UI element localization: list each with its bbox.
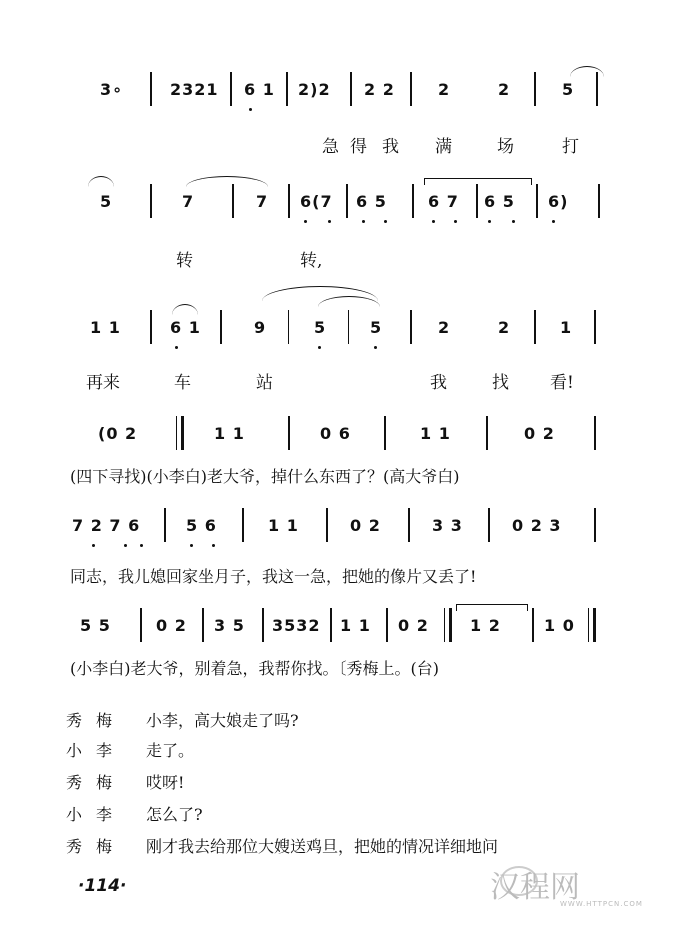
note-group: 5	[370, 318, 383, 337]
octave-dot	[552, 220, 555, 223]
bar-line	[288, 184, 290, 218]
note-group: 6 7	[428, 192, 459, 211]
final-bar-line	[588, 608, 596, 642]
octave-dot	[512, 220, 515, 223]
bar-line	[140, 608, 142, 642]
bar-line	[286, 72, 288, 106]
repeat-bar-line	[444, 608, 452, 642]
bar-line	[288, 416, 290, 450]
bar-line	[534, 310, 536, 344]
bar-line	[594, 508, 596, 542]
speaker-name: 小李	[66, 741, 127, 760]
line-text: 哎呀!	[146, 773, 185, 792]
dialogue-line	[66, 738, 194, 761]
bar-line	[150, 184, 152, 218]
octave-dot	[212, 544, 215, 547]
bar-line	[150, 310, 152, 344]
bar-line	[536, 184, 538, 218]
note-group: 3532	[272, 616, 321, 635]
note-group: 1 2	[470, 616, 501, 635]
note-group: 3 3	[432, 516, 463, 535]
notation-row	[0, 180, 683, 224]
note-group: 5 5	[80, 616, 111, 635]
octave-dot	[124, 544, 127, 547]
bar-line	[346, 184, 348, 218]
note-group: 5	[314, 318, 327, 337]
notation-row	[0, 306, 683, 350]
note-group: 0 2	[350, 516, 381, 535]
note-group: 0 2	[156, 616, 187, 635]
octave-dot	[175, 346, 178, 349]
watermark-text: 汉程网	[490, 870, 580, 905]
lyric-char: 看!	[550, 373, 574, 393]
slur-mark	[570, 66, 604, 77]
lyric-char: 打	[562, 137, 579, 157]
bar-line	[164, 508, 166, 542]
note-group: 1 1	[340, 616, 371, 635]
bar-line	[386, 608, 388, 642]
note-group: 5 6	[186, 516, 217, 535]
lyric-char: 急	[322, 137, 339, 157]
note-group: 2	[438, 80, 451, 99]
octave-dot	[304, 220, 307, 223]
stage-text: (四下寻找)(小李白)老大爷，掉什么东西了？(高大爷白)	[70, 467, 460, 486]
speaker-name: 小李	[66, 805, 127, 824]
note-group: 5	[100, 192, 113, 211]
score-system-6	[0, 604, 683, 684]
octave-dot	[432, 220, 435, 223]
bar-line	[220, 310, 222, 344]
slur-mark	[172, 304, 198, 315]
notation-row	[0, 412, 683, 456]
dialogue-line	[66, 802, 203, 825]
note-group: 9	[254, 318, 267, 337]
note-group: 1 1	[214, 424, 245, 443]
bar-line	[202, 608, 204, 642]
octave-dot	[92, 544, 95, 547]
note-group: 2	[498, 318, 511, 337]
repeat-bracket	[456, 604, 528, 611]
slur-mark	[88, 176, 114, 187]
dialogue-line	[66, 834, 498, 857]
octave-dot	[374, 346, 377, 349]
repeat-bracket	[424, 178, 532, 185]
note-group: 2)2	[298, 80, 331, 99]
notation-row	[0, 604, 683, 648]
note-group: 1 1	[268, 516, 299, 535]
bar-line	[476, 184, 478, 218]
note-group: 6 1	[244, 80, 275, 99]
bar-line	[598, 184, 600, 218]
score-system-5	[0, 504, 683, 584]
octave-dot	[384, 220, 387, 223]
bar-line	[242, 508, 244, 542]
octave-dot	[140, 544, 143, 547]
octave-dot	[362, 220, 365, 223]
note-group: 2321	[170, 80, 219, 99]
note-group: 7 2 7 6	[72, 516, 141, 535]
lyric-char: 转,	[300, 251, 323, 271]
slur-mark	[186, 176, 268, 187]
note-group: 3 5	[214, 616, 245, 635]
note-group: 1 0	[544, 616, 575, 635]
octave-dot	[488, 220, 491, 223]
note-group: 5	[562, 80, 575, 99]
bar-line	[326, 508, 328, 542]
lyric-char: 我	[382, 137, 399, 157]
bar-line	[384, 416, 386, 450]
bar-line	[488, 508, 490, 542]
dialogue-line	[66, 708, 299, 731]
bar-line	[230, 72, 232, 106]
bar-line	[150, 72, 152, 106]
lyric-char: 得	[350, 137, 367, 157]
stage-text: 同志，我儿媳回家坐月子，我这一急，把她的像片又丢了!	[70, 567, 477, 586]
speaker-name: 秀梅	[66, 773, 127, 792]
note-group: 7	[182, 192, 195, 211]
bar-line	[232, 184, 234, 218]
bar-line	[350, 72, 352, 106]
line-text: 小李，高大娘走了吗?	[146, 711, 299, 730]
note-group: 1 1	[90, 318, 121, 337]
lyric-char: 车	[174, 373, 191, 393]
octave-dot	[454, 220, 457, 223]
bar-line	[288, 310, 289, 344]
octave-dot	[190, 544, 193, 547]
note-group: (0 2	[98, 424, 138, 443]
note-group: 6)	[548, 192, 569, 211]
bar-line	[594, 416, 596, 450]
page-number: ·114·	[78, 876, 127, 896]
note-group: 1	[560, 318, 573, 337]
note-group: 0 6	[320, 424, 351, 443]
lyric-char: 我	[430, 373, 447, 393]
lyric-char: 转	[176, 251, 193, 271]
lyric-char: 场	[497, 137, 514, 157]
line-text: 刚才我去给那位大嫂送鸡旦，把她的情况详细地问	[146, 837, 499, 856]
bar-line	[594, 310, 596, 344]
score-system-1	[0, 68, 683, 168]
note-group: 0 2	[398, 616, 429, 635]
bar-line	[596, 72, 598, 106]
stage-text: (小李白)老大爷，别着急，我帮你找。〔秀梅上。(台)	[70, 659, 439, 678]
notation-row	[0, 504, 683, 548]
line-text: 走了。	[146, 741, 195, 760]
octave-dot	[249, 108, 252, 111]
note-group: 2 2	[364, 80, 395, 99]
speaker-name: 秀梅	[66, 711, 127, 730]
repeat-bar-line	[176, 416, 184, 450]
note-group: 6 5	[356, 192, 387, 211]
speaker-name: 秀梅	[66, 837, 127, 856]
line-text: 怎么了?	[146, 805, 203, 824]
bar-line	[408, 508, 410, 542]
note-group: 6 5	[484, 192, 515, 211]
note-group: 6(7	[300, 192, 333, 211]
bar-line	[410, 310, 412, 344]
note-group: 1 1	[420, 424, 451, 443]
bar-line	[348, 310, 349, 344]
note-group: 2	[498, 80, 511, 99]
bar-line	[410, 72, 412, 106]
octave-dot	[318, 346, 321, 349]
bar-line	[532, 608, 534, 642]
lyric-char: 满	[435, 137, 452, 157]
bar-line	[262, 608, 264, 642]
note-group: 3∘	[100, 80, 124, 99]
octave-dot	[328, 220, 331, 223]
bar-line	[412, 184, 414, 218]
note-group: 0 2	[524, 424, 555, 443]
score-system-4	[0, 412, 683, 492]
note-group: 7	[256, 192, 269, 211]
watermark-url: WWW.HTTPCN.COM	[560, 900, 643, 908]
lyric-char: 再来	[86, 373, 120, 393]
bar-line	[534, 72, 536, 106]
score-system-3	[0, 306, 683, 396]
dialogue-line	[66, 770, 184, 793]
lyric-char: 站	[256, 373, 273, 393]
note-group: 6 1	[170, 318, 201, 337]
notation-row	[0, 68, 683, 112]
bar-line	[486, 416, 488, 450]
lyric-char: 找	[492, 373, 509, 393]
note-group: 2	[438, 318, 451, 337]
note-group: 0 2 3	[512, 516, 562, 535]
bar-line	[330, 608, 332, 642]
score-system-2	[0, 180, 683, 280]
